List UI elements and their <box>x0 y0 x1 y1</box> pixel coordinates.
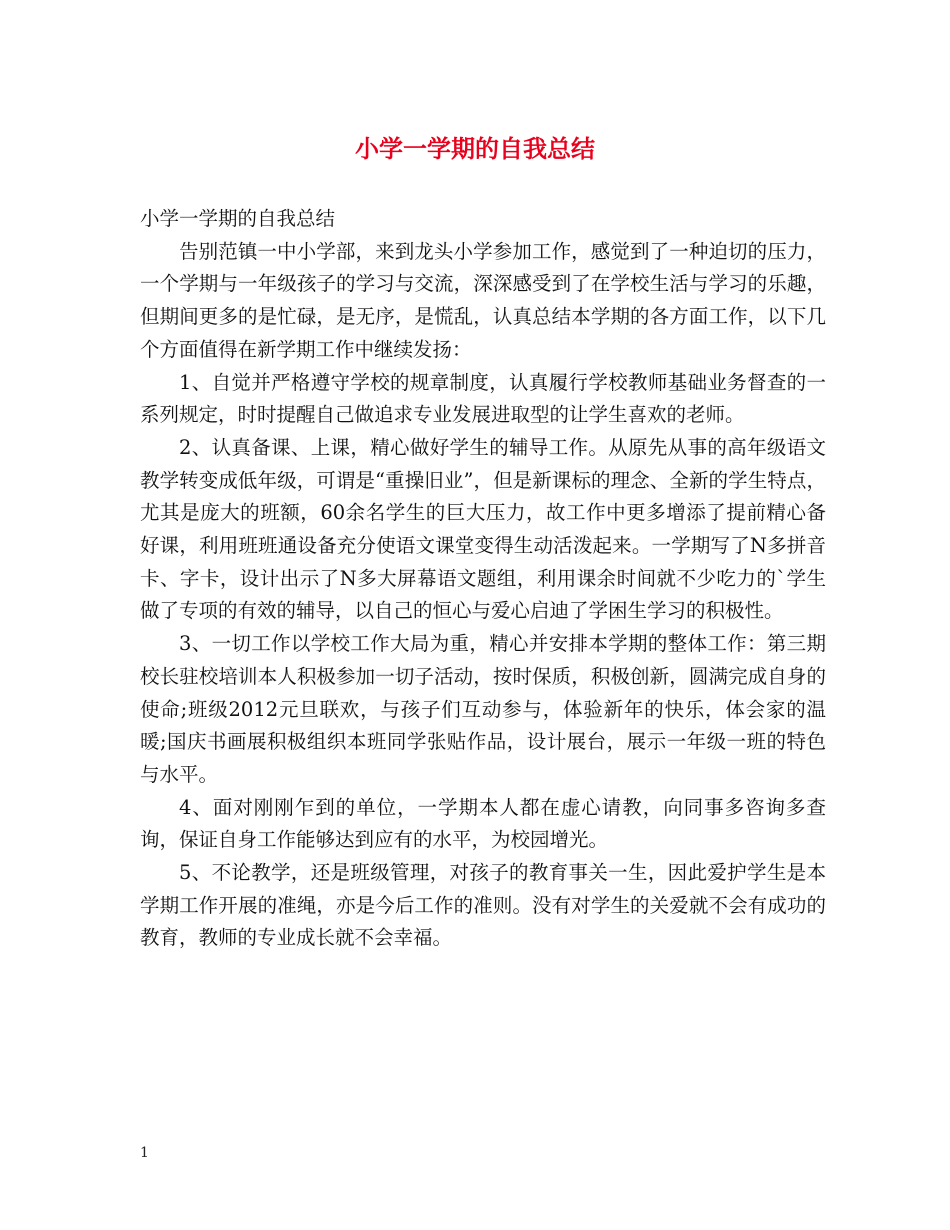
paragraph-item-5: 5、不论教学，还是班级管理，对孩子的教育事关一生，因此爱护学生是本学期工作开展的准绳，亦是今后工作的准则。没有对学生的关爱就不会有成功的教育，教师的专业成长就不会幸福。 <box>140 861 826 950</box>
paragraph-item-4: 4、面对刚刚乍到的单位，一学期本人都在虚心请教，向同事多咨询多查询，保证自身工作能够达到应有的水平，为校园增光。 <box>140 795 826 852</box>
paragraph-item-1: 1、自觉并严格遵守学校的规章制度，认真履行学校教师基础业务督查的一系列规定，时时提醒自己做追求专业发展进取型的让学生喜欢的老师。 <box>140 370 826 427</box>
document-subtitle: 小学一学期的自我总结 <box>140 207 336 230</box>
document-body <box>140 203 826 955</box>
page-number: 1 <box>140 1145 149 1161</box>
paragraph-item-3: 3、一切工作以学校工作大局为重，精心并安排本学期的整体工作：第三期校长驻校培训本人积极参加一切子活动，按时保质，积极创新，圆满完成自身的使命;班级2012元旦联欢，与孩子们互动参与，体验新年的快乐，体会家的温暖;国庆书画展积极组织本班同学张贴作品，设计展台，展示一年级一班的特色与水平。 <box>140 632 826 786</box>
paragraph-intro: 告别范镇一中小学部，来到龙头小学参加工作，感觉到了一种迫切的压力，一个学期与一年级孩子的学习与交流，深深感受到了在学校生活与学习的乐趣，但期间更多的是忙碌，是无序，是慌乱，认真总结本学期的各方面工作，以下几个方面值得在新学期工作中继续发扬： <box>140 239 826 361</box>
document-title: 小学一学期的自我总结 <box>355 134 595 163</box>
paragraph-item-2: 2、认真备课、上课，精心做好学生的辅导工作。从原先从事的高年级语文教学转变成低年级，可谓是“重操旧业”，但是新课标的理念、全新的学生特点，尤其是庞大的班额，60余名学生的巨大压力，故工作中更多增添了提前精心备好课，利用班班通设备充分使语文课堂变得生动活泼起来。一学期写了N多拼音卡、字卡，设计出示了N多大屏幕语文题组，利用课余时间就不少吃力的`学生做了专项的有效的辅导，以自己的恒心与爱心启迪了学困生学习的积极性。 <box>140 435 826 623</box>
